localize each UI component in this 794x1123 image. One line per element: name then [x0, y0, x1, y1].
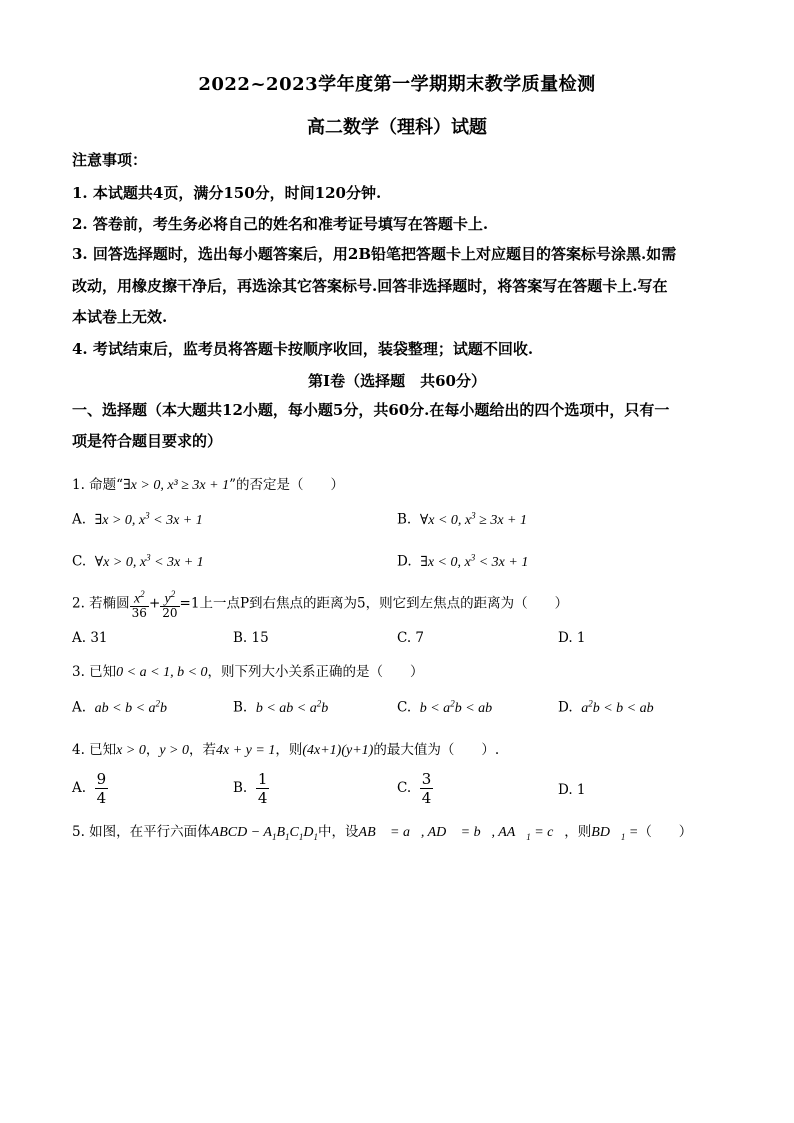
notice-item-3: 3. 回答选择题时，选出每小题答案后，用2B铅笔把答题卡上对应题目的答案标号涂黑.如需	[72, 245, 677, 263]
notice-item-3-cont2: 本试卷上无效.	[72, 308, 168, 326]
q2-option-c: C. 7	[397, 630, 425, 646]
q1-option-b: B. ∀x < 0, $x^3 \ge 3x + 1$	[397, 510, 527, 528]
exam-title: 2022~2023学年度第一学期期末教学质量检测	[198, 74, 596, 95]
q3-option-c: C. $b < a^2b$ < ab	[397, 698, 493, 716]
ellipse-term-y: $\frac{y^2}{20}$	[162, 589, 178, 620]
q3-option-a: A. ab < $b < a^2b$	[72, 698, 168, 716]
question-1-suffix: ”的否定是（ ）	[229, 477, 344, 493]
q2-option-d: D. 1	[558, 630, 586, 646]
notice-item-1: 1. 本试题共4页，满分150分，时间120分钟.	[72, 184, 382, 202]
section-heading: 第Ⅰ卷（选择题 共60分）	[308, 372, 486, 390]
section-instruction-cont: 项是符合题目要求的）	[72, 432, 223, 450]
q4-option-a: A. $\frac{9}{4}$	[72, 770, 107, 807]
q2-option-b: B. 15	[233, 630, 269, 646]
notice-item-3-cont: 改动，用橡皮擦干净后，再选涂其它答案标号.回答非选择题时，将答案写在答题卡上.写在	[72, 277, 668, 295]
question-1-prefix: 1. 命题“	[72, 477, 124, 493]
q3-option-b: B. b < ab < $a^2b$	[233, 698, 329, 716]
q4-option-c: C. $\frac{3}{4}$	[397, 770, 432, 807]
notice-heading: 注意事项：	[72, 151, 148, 169]
q4-option-d: D. 1	[558, 782, 586, 798]
q3-option-d: D. $a^2b < b$ < ab	[558, 698, 654, 716]
question-4: 4. 已知x > 0，y > 0，若4x + y = 1，则(4x+1)(y+1)的最大值为（ ）.	[72, 742, 500, 758]
notice-item-2: 2. 答卷前，考生务必将自己的姓名和准考证号填写在答题卡上.	[72, 215, 489, 233]
section-instruction: 一、选择题（本大题共12小题，每小题5分，共60分.在每小题给出的四个选项中，只有一	[72, 401, 670, 419]
q2-option-a: A. 31	[72, 630, 108, 646]
q4-option-b: B. $\frac{1}{4}$	[233, 770, 268, 807]
question-3: 3. 已知0 < a < 1, b < 0，则下列大小关系正确的是（ ）	[72, 664, 424, 680]
q1-option-d: D. ∃x < 0, $x^3 < 3x + 1$	[397, 552, 529, 570]
question-5: 5. 如图，在平行六面体ABCD − $A_1B_1C_1D_1$中，设AB⃗ = a⃗, AD⃗ = b⃗, $AA⃗_1$ = c⃗，则$BD⃗_1$ =（ ）	[72, 824, 693, 842]
notice-item-4: 4. 考试结束后，监考员将答题卡按顺序收回，装袋整理；试题不回收.	[72, 340, 534, 358]
q1-option-a: A. ∃x > 0, $x^3 < 3x + 1$	[72, 510, 203, 528]
question-1	[72, 473, 344, 494]
q1-option-c: C. ∀x > 0, $x^3 < 3x + 1$	[72, 552, 204, 570]
question-2: 2. 若椭圆 $\frac{x^2}{36}$ + $\frac{y^2}{20}$ =1上一点P到右焦点的距离为5，则它到左焦点的距离为（ ）	[72, 589, 569, 620]
exam-subtitle: 高二数学（理科）试题	[307, 117, 487, 138]
question-1-expr: ∃x > 0, x³ ≥ 3x + 1	[123, 478, 230, 493]
ellipse-term-x: $\frac{x^2}{36}$	[131, 589, 147, 620]
